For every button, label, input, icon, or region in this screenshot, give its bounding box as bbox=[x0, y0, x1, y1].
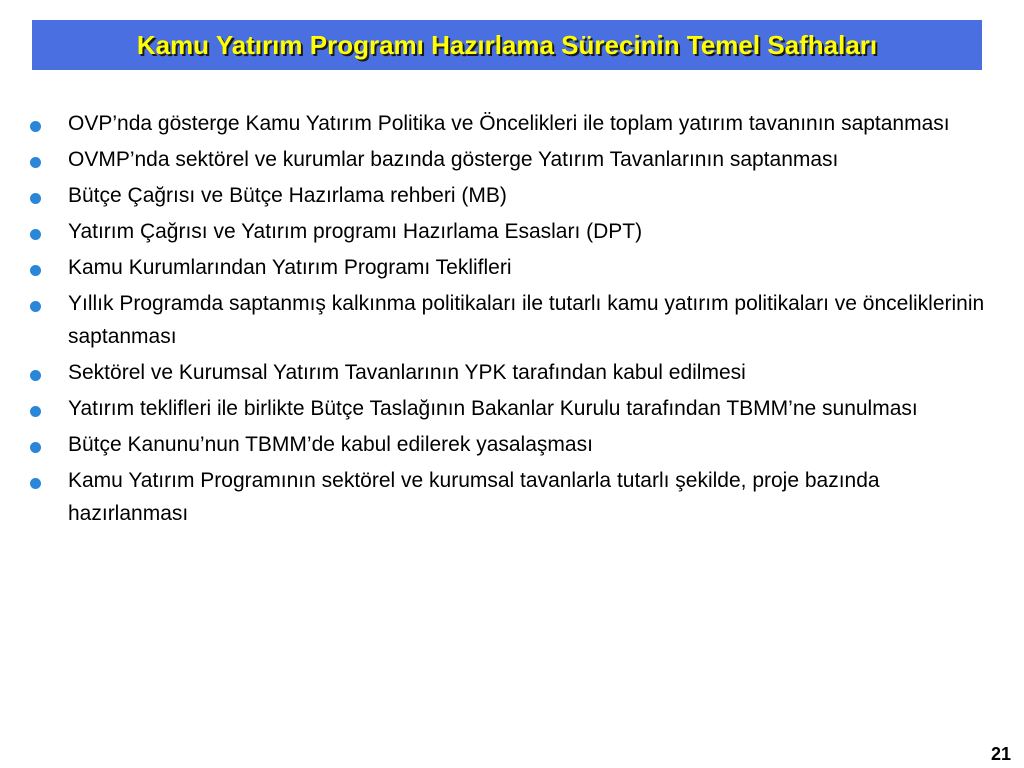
bullet-item bbox=[30, 215, 1005, 248]
bullet-dot-icon bbox=[30, 301, 41, 312]
bullet-item bbox=[30, 356, 1005, 389]
bullet-item bbox=[30, 464, 1005, 530]
bullet-item bbox=[30, 107, 1005, 140]
bullet-item bbox=[30, 179, 1005, 212]
bullet-item bbox=[30, 428, 1005, 461]
bullet-dot-icon bbox=[30, 442, 41, 453]
bullet-dot-icon bbox=[30, 370, 41, 381]
bullet-text: Bütçe Kanunu’nun TBMM’de kabul edilerek yasalaşması bbox=[68, 433, 593, 456]
bullet-text: Bütçe Çağrısı ve Bütçe Hazırlama rehberi (MB) bbox=[68, 184, 507, 207]
bullet-item bbox=[30, 143, 1005, 176]
bullet-text: OVMP’nda sektörel ve kurumlar bazında gösterge Yatırım Tavanlarının saptanması bbox=[68, 148, 839, 171]
bullet-item bbox=[30, 287, 1005, 353]
bullet-text: Sektörel ve Kurumsal Yatırım Tavanlarının YPK tarafından kabul edilmesi bbox=[68, 361, 746, 384]
bullet-list bbox=[30, 107, 1005, 533]
bullet-dot-icon bbox=[30, 478, 41, 489]
title-banner bbox=[32, 20, 982, 70]
bullet-text: OVP’nda gösterge Kamu Yatırım Politika ve Öncelikleri ile toplam yatırım tavanının saptanması bbox=[68, 112, 950, 135]
page-number: 21 bbox=[990, 744, 1011, 764]
bullet-dot-icon bbox=[30, 406, 41, 417]
bullet-dot-icon bbox=[30, 265, 41, 276]
bullet-dot-icon bbox=[30, 121, 41, 132]
bullet-text: Kamu Kurumlarından Yatırım Programı Teklifleri bbox=[68, 256, 512, 279]
bullet-item bbox=[30, 251, 1005, 284]
bullet-item bbox=[30, 392, 1005, 425]
bullet-dot-icon bbox=[30, 229, 41, 240]
bullet-text: Kamu Yatırım Programının sektörel ve kurumsal tavanlarla tutarlı şekilde, proje bazında hazırlanması bbox=[68, 469, 880, 525]
slide-title: Kamu Yatırım Programı Hazırlama Sürecinin Temel Safhaları bbox=[136, 29, 878, 60]
bullet-dot-icon bbox=[30, 157, 41, 168]
bullet-dot-icon bbox=[30, 193, 41, 204]
bullet-text: Yatırım teklifleri ile birlikte Bütçe Taslağının Bakanlar Kurulu tarafından TBMM’ne sunulması bbox=[68, 397, 918, 420]
bullet-text: Yatırım Çağrısı ve Yatırım programı Hazırlama Esasları (DPT) bbox=[68, 220, 643, 243]
bullet-text: Yıllık Programda saptanmış kalkınma politikaları ile tutarlı kamu yatırım politikaları ve önceliklerinin saptanması bbox=[68, 292, 985, 348]
